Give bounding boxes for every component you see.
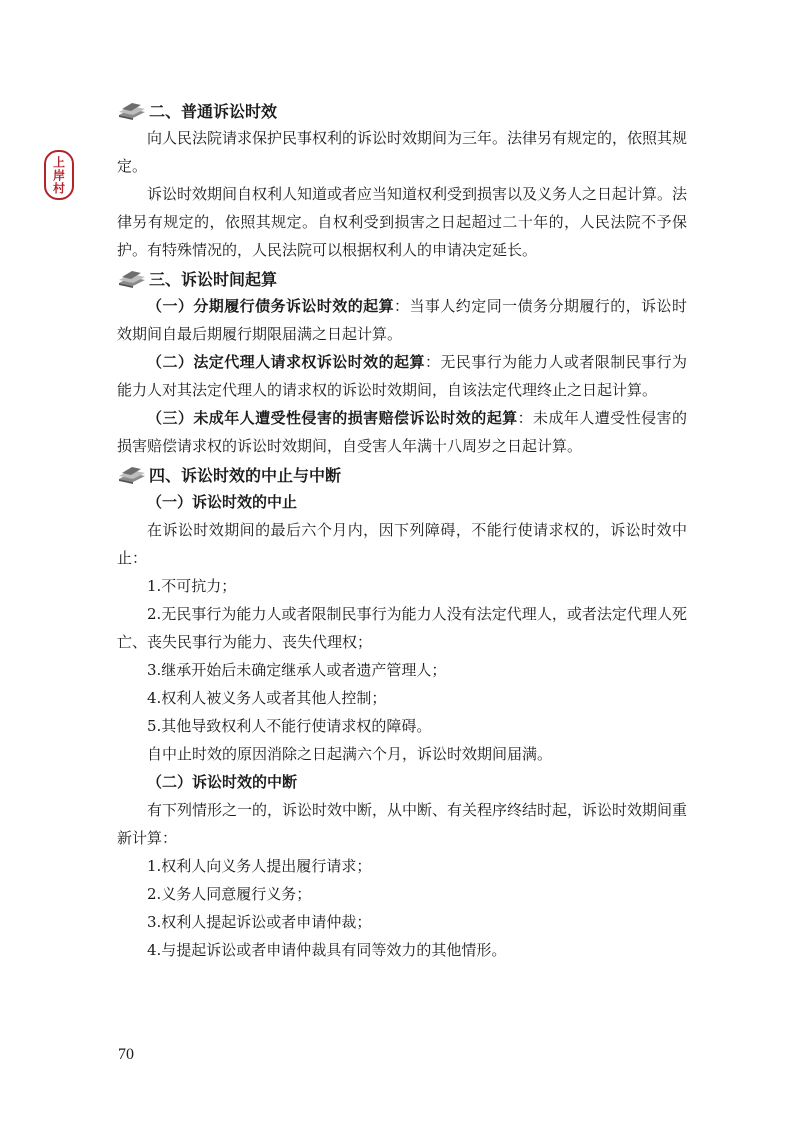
subsection-title: （一）诉讼时效的中止 — [147, 493, 298, 511]
list-item: 4.权利人被义务人或者其他人控制； — [147, 689, 387, 707]
list-item: 2.无民事行为能力人或者限制民事行为能力人没有法定代理人，或者法定代理人死亡、丧失民事行为能力、丧失代理权； — [117, 605, 687, 651]
item-label: （三）未成年人遭受性侵害的损害赔偿诉讼时效的起算 — [147, 409, 518, 427]
paragraph: 向人民法院请求保护民事权利的诉讼时效期间为三年。法律另有规定的，依照其规定。 — [117, 129, 688, 175]
item-label: （二）法定代理人请求权诉讼时效的起算 — [147, 353, 425, 371]
paragraph: 诉讼时效期间自权利人知道或者应当知道权利受到损害以及义务人之日起计算。法律另有规定的，依照其规定。自权利受到损害之日起超过二十年的，人民法院不予保护。有特殊情况的，人民法院可以根据权利人的申请决定延长。 — [117, 185, 688, 259]
item-label: （一）分期履行债务诉讼时效的起算 — [147, 297, 395, 315]
book-icon — [117, 267, 147, 289]
paragraph-item-2 — [117, 348, 687, 404]
item-text: ：无民事行为能力人或者限制民事行为能力人对其法定代理人的请求权的诉讼时效期间，自该法定代理终止之日起计算。 — [117, 353, 687, 399]
paragraph-item-1 — [117, 292, 687, 348]
list-item: 3.权利人提起诉讼或者申请仲裁； — [147, 913, 372, 931]
section-heading-2 — [117, 96, 687, 124]
paragraph: 有下列情形之一的，诉讼时效中断，从中断、有关程序终结时起，诉讼时效期间重新计算： — [117, 801, 688, 847]
publisher-seal — [44, 150, 74, 200]
list-item: 5.其他导致权利人不能行使请求权的障碍。 — [147, 717, 432, 735]
list-item: 4.与提起诉讼或者申请仲裁具有同等效力的其他情形。 — [147, 941, 507, 959]
list-item: 3.继承开始后未确定继承人或者遗产管理人； — [147, 661, 447, 679]
list-item: 1.不可抗力； — [147, 577, 237, 595]
book-icon — [117, 99, 147, 121]
page-number: 70 — [118, 1046, 134, 1063]
paragraph: 自中止时效的原因消除之日起满六个月，诉讼时效期间届满。 — [147, 745, 553, 763]
section-title: 二、普通诉讼时效 — [149, 101, 278, 121]
section-title: 四、诉讼时效的中止与中断 — [149, 465, 342, 485]
page-content — [117, 96, 687, 964]
section-heading-4 — [117, 460, 687, 488]
paragraph: 在诉讼时效期间的最后六个月内，因下列障碍，不能行使请求权的，诉讼时效中止： — [117, 521, 687, 567]
paragraph-item-3 — [117, 404, 687, 460]
seal-text: 上岸村 — [51, 155, 66, 195]
book-icon — [117, 463, 147, 485]
section-heading-3 — [117, 264, 687, 292]
item-text: ：未成年人遭受性侵害的损害赔偿请求权的诉讼时效期间，自受害人年满十八周岁之日起计算。 — [117, 409, 687, 455]
subsection-title: （二）诉讼时效的中断 — [147, 773, 298, 791]
section-title: 三、诉讼时间起算 — [149, 269, 278, 289]
item-text: ：当事人约定同一债务分期履行的，诉讼时效期间自最后期履行期限届满之日起计算。 — [117, 297, 687, 343]
list-item: 2.义务人同意履行义务； — [147, 885, 312, 903]
list-item: 1.权利人向义务人提出履行请求； — [147, 857, 372, 875]
